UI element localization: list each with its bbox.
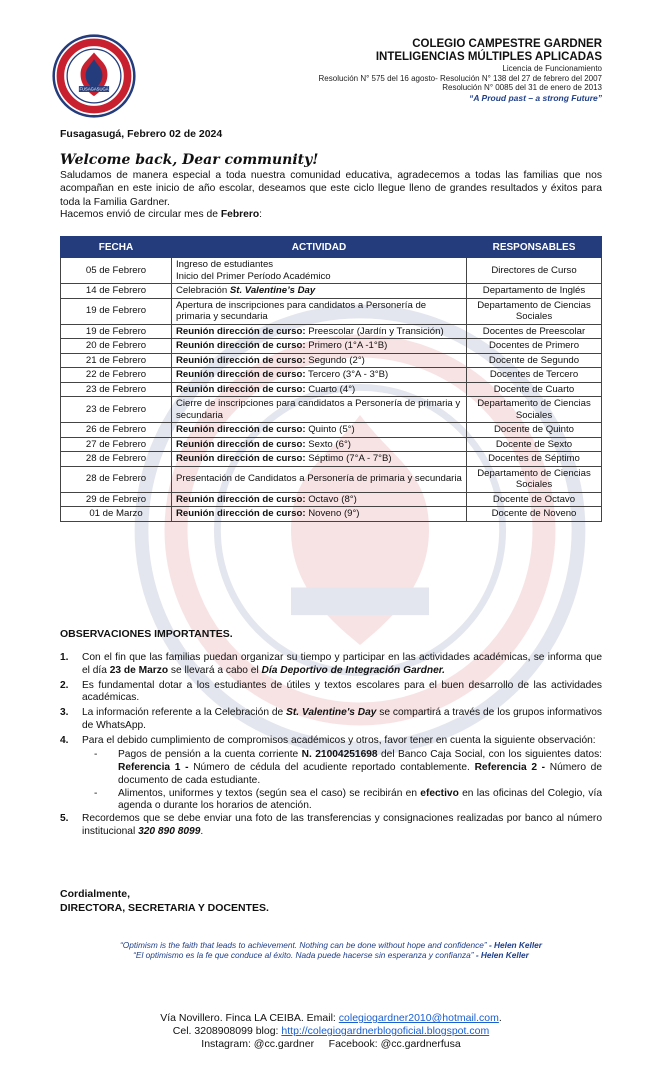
text-run: Es fundamental dotar a los estudiantes de útiles y textos escolares para el buen desarrollo de las actividades académicas. xyxy=(82,679,602,704)
resolution-1: Resolución N° 575 del 16 agosto- Resolución N° 138 del 27 de febrero del 2007 xyxy=(318,73,602,83)
table-row xyxy=(61,368,602,383)
table-row xyxy=(61,507,602,522)
cell-actividad xyxy=(172,492,467,507)
text-run: se llevará a cabo el xyxy=(168,664,262,676)
activity-bold: Reunión dirección de curso: xyxy=(176,325,306,337)
cell-responsables: Docente de Octavo xyxy=(467,492,602,507)
cell-responsables: Docente de Cuarto xyxy=(467,382,602,397)
text-run: se compartirá a través de los grupos informativos de WhatsApp. xyxy=(82,707,602,731)
cell-responsables: Departamento de Ciencias Sociales xyxy=(467,298,602,324)
text-run: Día Deportivo de Integración Gardner. xyxy=(261,664,445,676)
cell-fecha: 29 de Febrero xyxy=(61,492,172,507)
cell-actividad xyxy=(172,397,467,423)
observation-item xyxy=(60,680,602,706)
quote-spanish xyxy=(30,950,632,960)
cell-actividad xyxy=(172,507,467,522)
cell-responsables: Departamento de Inglés xyxy=(467,284,602,299)
observations-title: OBSERVACIONES IMPORTANTES. xyxy=(60,628,233,640)
text-run: N. 21004251698 xyxy=(301,749,378,761)
observation-number: 3. xyxy=(60,707,69,718)
activity-bold: Reunión dirección de curso: xyxy=(176,383,306,395)
cell-responsables: Docentes de Séptimo xyxy=(467,452,602,467)
text-run: en las oficinas del Colegio, vía agenda o durante los horarios de atención. xyxy=(118,787,602,812)
activity-text: Segundo (2°) xyxy=(305,354,365,366)
cell-responsables: Departamento de Ciencias Sociales xyxy=(467,397,602,423)
cell-actividad xyxy=(172,258,467,284)
cell-responsables: Docentes de Primero xyxy=(467,339,602,354)
activity-text: Octavo (8°) xyxy=(305,493,357,505)
cell-fecha: 28 de Febrero xyxy=(61,452,172,467)
observation-text xyxy=(82,813,602,839)
observation-text xyxy=(82,735,596,748)
cell-responsables: Docente de Sexto xyxy=(467,437,602,452)
activity-bold: Reunión dirección de curso: xyxy=(176,508,306,519)
cell-fecha: 01 de Marzo xyxy=(61,507,172,522)
text-run: Número de cédula del acudiente reportado contablemente. xyxy=(188,762,475,773)
closing-line-1: Cordialmente, xyxy=(60,888,131,900)
observation-number: 4. xyxy=(60,734,69,746)
text-run: Pagos de pensión a la cuenta corriente xyxy=(118,749,302,761)
observation-subitem xyxy=(94,788,602,814)
activity-text: Ingreso de estudiantes Inicio del Primer Período Académico xyxy=(176,259,331,282)
cell-fecha: 19 de Febrero xyxy=(61,324,172,339)
cell-actividad xyxy=(172,339,467,354)
activity-bold: Reunión dirección de curso: xyxy=(176,438,306,450)
activity-bold: Reunión dirección de curso: xyxy=(176,354,306,366)
cell-actividad xyxy=(172,423,467,438)
table-row xyxy=(61,339,602,354)
table-row xyxy=(61,258,602,284)
cell-responsables: Docentes de Preescolar xyxy=(467,324,602,339)
activity-text: Noveno (9°) xyxy=(305,508,360,519)
footer-line-1 xyxy=(20,1012,642,1025)
activity-bold: Reunión dirección de curso: xyxy=(176,453,306,464)
table-row xyxy=(61,284,602,299)
school-logo xyxy=(52,34,136,118)
activity-emphasis: St. Valentine’s Day xyxy=(229,285,316,296)
letter-date: Fusagasugá, Febrero 02 de 2024 xyxy=(60,128,223,140)
cell-actividad xyxy=(172,382,467,397)
observation-text xyxy=(82,707,602,733)
closing xyxy=(60,888,269,915)
cell-actividad xyxy=(172,324,467,339)
cell-fecha: 20 de Febrero xyxy=(61,339,172,354)
cell-fecha: 14 de Febrero xyxy=(61,284,172,299)
schedule-table-body xyxy=(61,258,602,522)
table-row xyxy=(61,324,602,339)
observation-text xyxy=(82,680,602,706)
cell-fecha: 19 de Febrero xyxy=(61,298,172,324)
text-run: Número de documento de cada estudiante. xyxy=(118,762,602,786)
cell-fecha: 22 de Febrero xyxy=(61,368,172,383)
text-run: La información referente a la Celebración de xyxy=(82,707,287,718)
address-text: Vía Novillero. Finca LA CEIBA. Email: xyxy=(160,1012,339,1024)
activity-text: Primero (1°A -1°B) xyxy=(305,340,388,351)
cell-responsables: Docente de Quinto xyxy=(467,423,602,438)
observation-item xyxy=(60,735,602,748)
table-row xyxy=(61,437,602,452)
school-subtitle: INTELIGENCIAS MÚLTIPLES APLICADAS xyxy=(375,51,602,64)
activity-text: Apertura de inscripciones para candidatos a Personería de primaria y secundaria xyxy=(176,299,427,322)
activity-bold: Reunión dirección de curso: xyxy=(176,369,306,380)
text-run: 23 de Marzo xyxy=(109,664,169,676)
cell-responsables: Departamento de Ciencias Sociales xyxy=(467,466,602,492)
activity-text: Preescolar (Jardín y Transición) xyxy=(305,325,444,337)
cell-responsables: Directores de Curso xyxy=(467,258,602,284)
footer xyxy=(20,1012,642,1051)
email-link[interactable]: colegiogardner2010@hotmail.com xyxy=(338,1012,499,1024)
quote-english-author: - Helen Keller xyxy=(486,940,542,950)
activity-text: Tercero (3°A - 3°B) xyxy=(305,369,389,380)
table-header-row xyxy=(61,237,602,258)
cell-actividad xyxy=(172,368,467,383)
letterhead xyxy=(202,38,602,104)
cell-actividad xyxy=(172,353,467,368)
footer-period: . xyxy=(498,1012,502,1024)
table-row xyxy=(61,452,602,467)
resolution-2: Resolución N° 0085 del 31 de enero de 2013 xyxy=(442,82,602,92)
circular-prefix: Hacemos envió de circular mes de xyxy=(60,209,221,220)
text-run: Alimentos, uniformes y textos (según sea el caso) se recibirán en xyxy=(118,787,421,799)
table-row xyxy=(61,466,602,492)
quote-spanish-text: “El optimismo es la fe que conduce al éxito. Nada puede hacerse sin esperanza y confianza” xyxy=(133,950,474,961)
header-responsables: RESPONSABLES xyxy=(467,237,602,258)
observation-number: 1. xyxy=(60,652,69,663)
quote-english xyxy=(30,940,632,950)
observations-list xyxy=(60,652,602,841)
text-run: Referencia 1 - xyxy=(118,762,189,773)
text-run: . xyxy=(200,825,204,837)
table-row xyxy=(61,492,602,507)
cell-actividad xyxy=(172,298,467,324)
activity-text: Presentación de Candidatos a Personería de primaria y secundaria xyxy=(176,473,462,485)
blog-link[interactable]: http://colegiogardnerblogoficial.blogspot.com xyxy=(281,1025,490,1038)
svg-text:FUSAGASUGÁ: FUSAGASUGÁ xyxy=(79,86,109,92)
text-run: del Banco Caja Social, con los siguientes datos: xyxy=(377,749,602,761)
subitem-dash: - xyxy=(94,749,98,761)
cell-fecha: 26 de Febrero xyxy=(61,423,172,438)
intro-paragraph: Saludamos de manera especial a toda nuestra comunidad educativa, agradecemos a todas las familias que nos acompañan en este inicio de año escolar, deseamos que este ciclo llegue lleno de grandes resultados y éxitos para toda la Familia Gardner. xyxy=(60,170,602,208)
activity-text: Sexto (6°) xyxy=(305,438,351,450)
cell-responsables: Docentes de Tercero xyxy=(467,368,602,383)
greeting: Welcome back, Dear community! xyxy=(60,152,319,168)
phone-text: Cel. 3208908099 blog: xyxy=(172,1025,282,1038)
quotes xyxy=(30,940,632,961)
table-row xyxy=(61,382,602,397)
observation-number: 5. xyxy=(60,813,69,824)
observation-text xyxy=(82,652,602,678)
text-run: Con el fin que las familias puedan organizar su tiempo y participar en las actividades académicas, se informa que el día xyxy=(82,652,602,676)
closing-line-2: DIRECTORA, SECRETARIA Y DOCENTES. xyxy=(60,901,269,914)
activity-text: Celebración xyxy=(176,285,230,296)
subitem-dash: - xyxy=(94,787,98,799)
subitem-text xyxy=(118,749,602,787)
activity-bold: Reunión dirección de curso: xyxy=(176,340,306,351)
cell-fecha: 27 de Febrero xyxy=(61,437,172,452)
footer-line-3: Instagram: @cc.gardner Facebook: @cc.gardnerfusa xyxy=(201,1038,461,1051)
license-label: Licencia de Funcionamiento xyxy=(502,64,602,74)
schedule-table xyxy=(60,236,602,522)
circular-suffix: : xyxy=(259,209,263,220)
observation-item xyxy=(60,652,602,678)
cell-fecha: 28 de Febrero xyxy=(61,466,172,492)
cell-actividad xyxy=(172,466,467,492)
text-run: St. Valentine's Day xyxy=(286,707,377,718)
footer-line-2 xyxy=(20,1025,642,1038)
table-row xyxy=(61,423,602,438)
school-motto: “A Proud past – a strong Future” xyxy=(469,93,602,103)
text-run: Para el debido cumplimiento de compromisos académicos y otros, favor tener en cuenta la siguiente observación: xyxy=(82,734,596,746)
cell-fecha: 05 de Febrero xyxy=(61,258,172,284)
header-fecha: FECHA xyxy=(61,237,172,258)
cell-actividad xyxy=(172,437,467,452)
observation-number: 2. xyxy=(60,679,69,691)
table-row xyxy=(61,353,602,368)
observation-subitem xyxy=(94,749,602,787)
text-run: efectivo xyxy=(420,787,459,799)
school-name: COLEGIO CAMPESTRE GARDNER xyxy=(412,38,602,50)
activity-text: Cierre de inscripciones para candidatos a Personería de primaria y secundaria xyxy=(176,398,461,421)
observation-item xyxy=(60,707,602,733)
table-row xyxy=(61,298,602,324)
quote-english-text: “Optimism is the faith that leads to achievement. Nothing can be done without hope and confidence” xyxy=(119,940,487,950)
table-row xyxy=(61,397,602,423)
activity-text: Cuarto (4°) xyxy=(305,383,356,395)
cell-actividad xyxy=(172,284,467,299)
circular-month: Febrero xyxy=(220,209,260,220)
text-run: 320 890 8099 xyxy=(138,825,201,837)
text-run: Recordemos que se debe enviar una foto de las transferencias y consignaciones realizadas por banco al número institucional xyxy=(82,813,602,837)
cell-fecha: 23 de Febrero xyxy=(61,397,172,423)
cell-responsables: Docente de Segundo xyxy=(467,353,602,368)
cell-fecha: 23 de Febrero xyxy=(61,382,172,397)
observation-item xyxy=(60,813,602,839)
activity-text: Séptimo (7°A - 7°B) xyxy=(305,453,392,464)
circular-line xyxy=(60,209,262,220)
activity-bold: Reunión dirección de curso: xyxy=(176,493,306,505)
subitem-text xyxy=(118,788,602,814)
cell-fecha: 21 de Febrero xyxy=(61,353,172,368)
quote-spanish-author: - Helen Keller xyxy=(473,950,529,961)
activity-text: Quinto (5°) xyxy=(305,424,355,435)
cell-responsables: Docente de Noveno xyxy=(467,507,602,522)
cell-actividad xyxy=(172,452,467,467)
header-actividad: ACTIVIDAD xyxy=(172,237,467,258)
activity-bold: Reunión dirección de curso: xyxy=(176,424,306,435)
text-run: Referencia 2 - xyxy=(474,762,546,773)
